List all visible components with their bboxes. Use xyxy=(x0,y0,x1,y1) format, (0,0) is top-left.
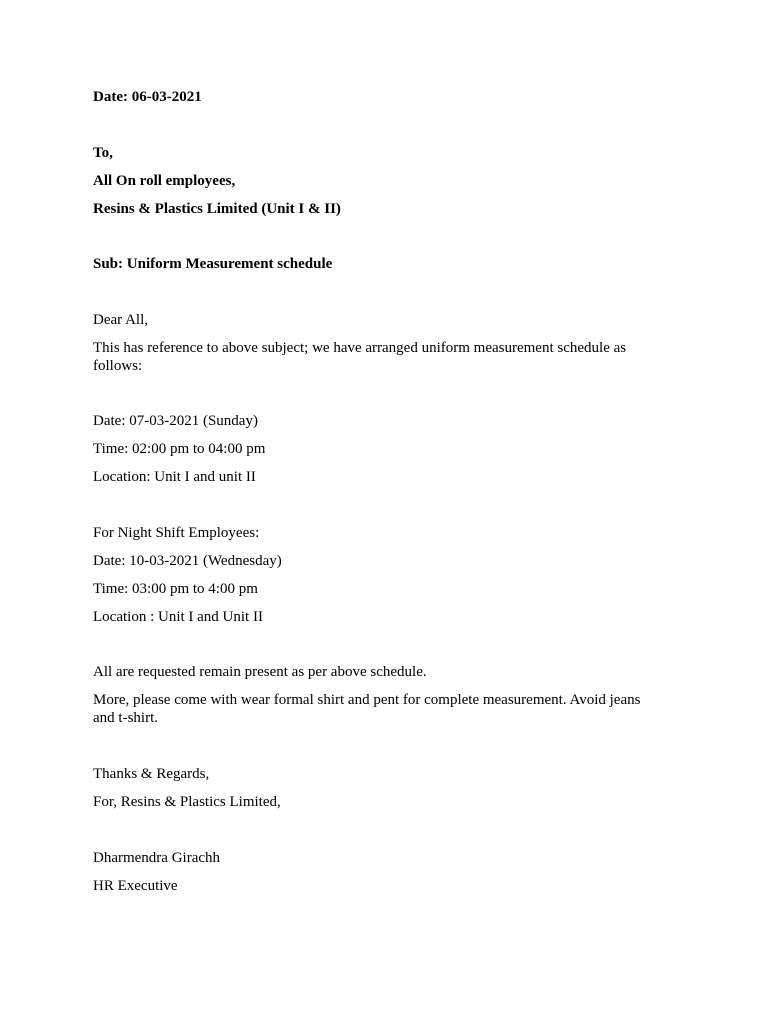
subject-line: Sub: Uniform Measurement schedule xyxy=(93,256,333,272)
day-schedule-location: Location: Unit I and unit II xyxy=(93,469,256,485)
greeting: Dear All, xyxy=(93,312,148,328)
recipient-line-2: Resins & Plastics Limited (Unit I & II) xyxy=(93,201,341,217)
letter-date: Date: 06-03-2021 xyxy=(93,89,202,105)
closing-line: Thanks & Regards, xyxy=(93,766,210,782)
night-schedule-time: Time: 03:00 pm to 4:00 pm xyxy=(93,581,258,597)
request-line: All are requested remain present as per above schedule. xyxy=(93,664,427,680)
company-sign-line: For, Resins & Plastics Limited, xyxy=(93,794,281,810)
night-shift-heading: For Night Shift Employees: xyxy=(93,525,260,541)
recipient-line-1: All On roll employees, xyxy=(93,173,236,189)
day-schedule-time: Time: 02:00 pm to 04:00 pm xyxy=(93,441,266,457)
signatory-name: Dharmendra Girachh xyxy=(93,850,221,866)
dress-note-paragraph: More, please come with wear formal shirt and pent for complete measurement. Avoid jeans and t-shirt. xyxy=(93,692,641,726)
signatory-title: HR Executive xyxy=(93,878,178,894)
to-label: To, xyxy=(93,145,113,161)
night-schedule-date: Date: 10-03-2021 (Wednesday) xyxy=(93,553,282,569)
day-schedule-date: Date: 07-03-2021 (Sunday) xyxy=(93,413,258,429)
intro-paragraph: This has reference to above subject; we have arranged uniform measurement schedule as follows: xyxy=(93,340,627,374)
night-schedule-location: Location : Unit I and Unit II xyxy=(93,609,263,625)
